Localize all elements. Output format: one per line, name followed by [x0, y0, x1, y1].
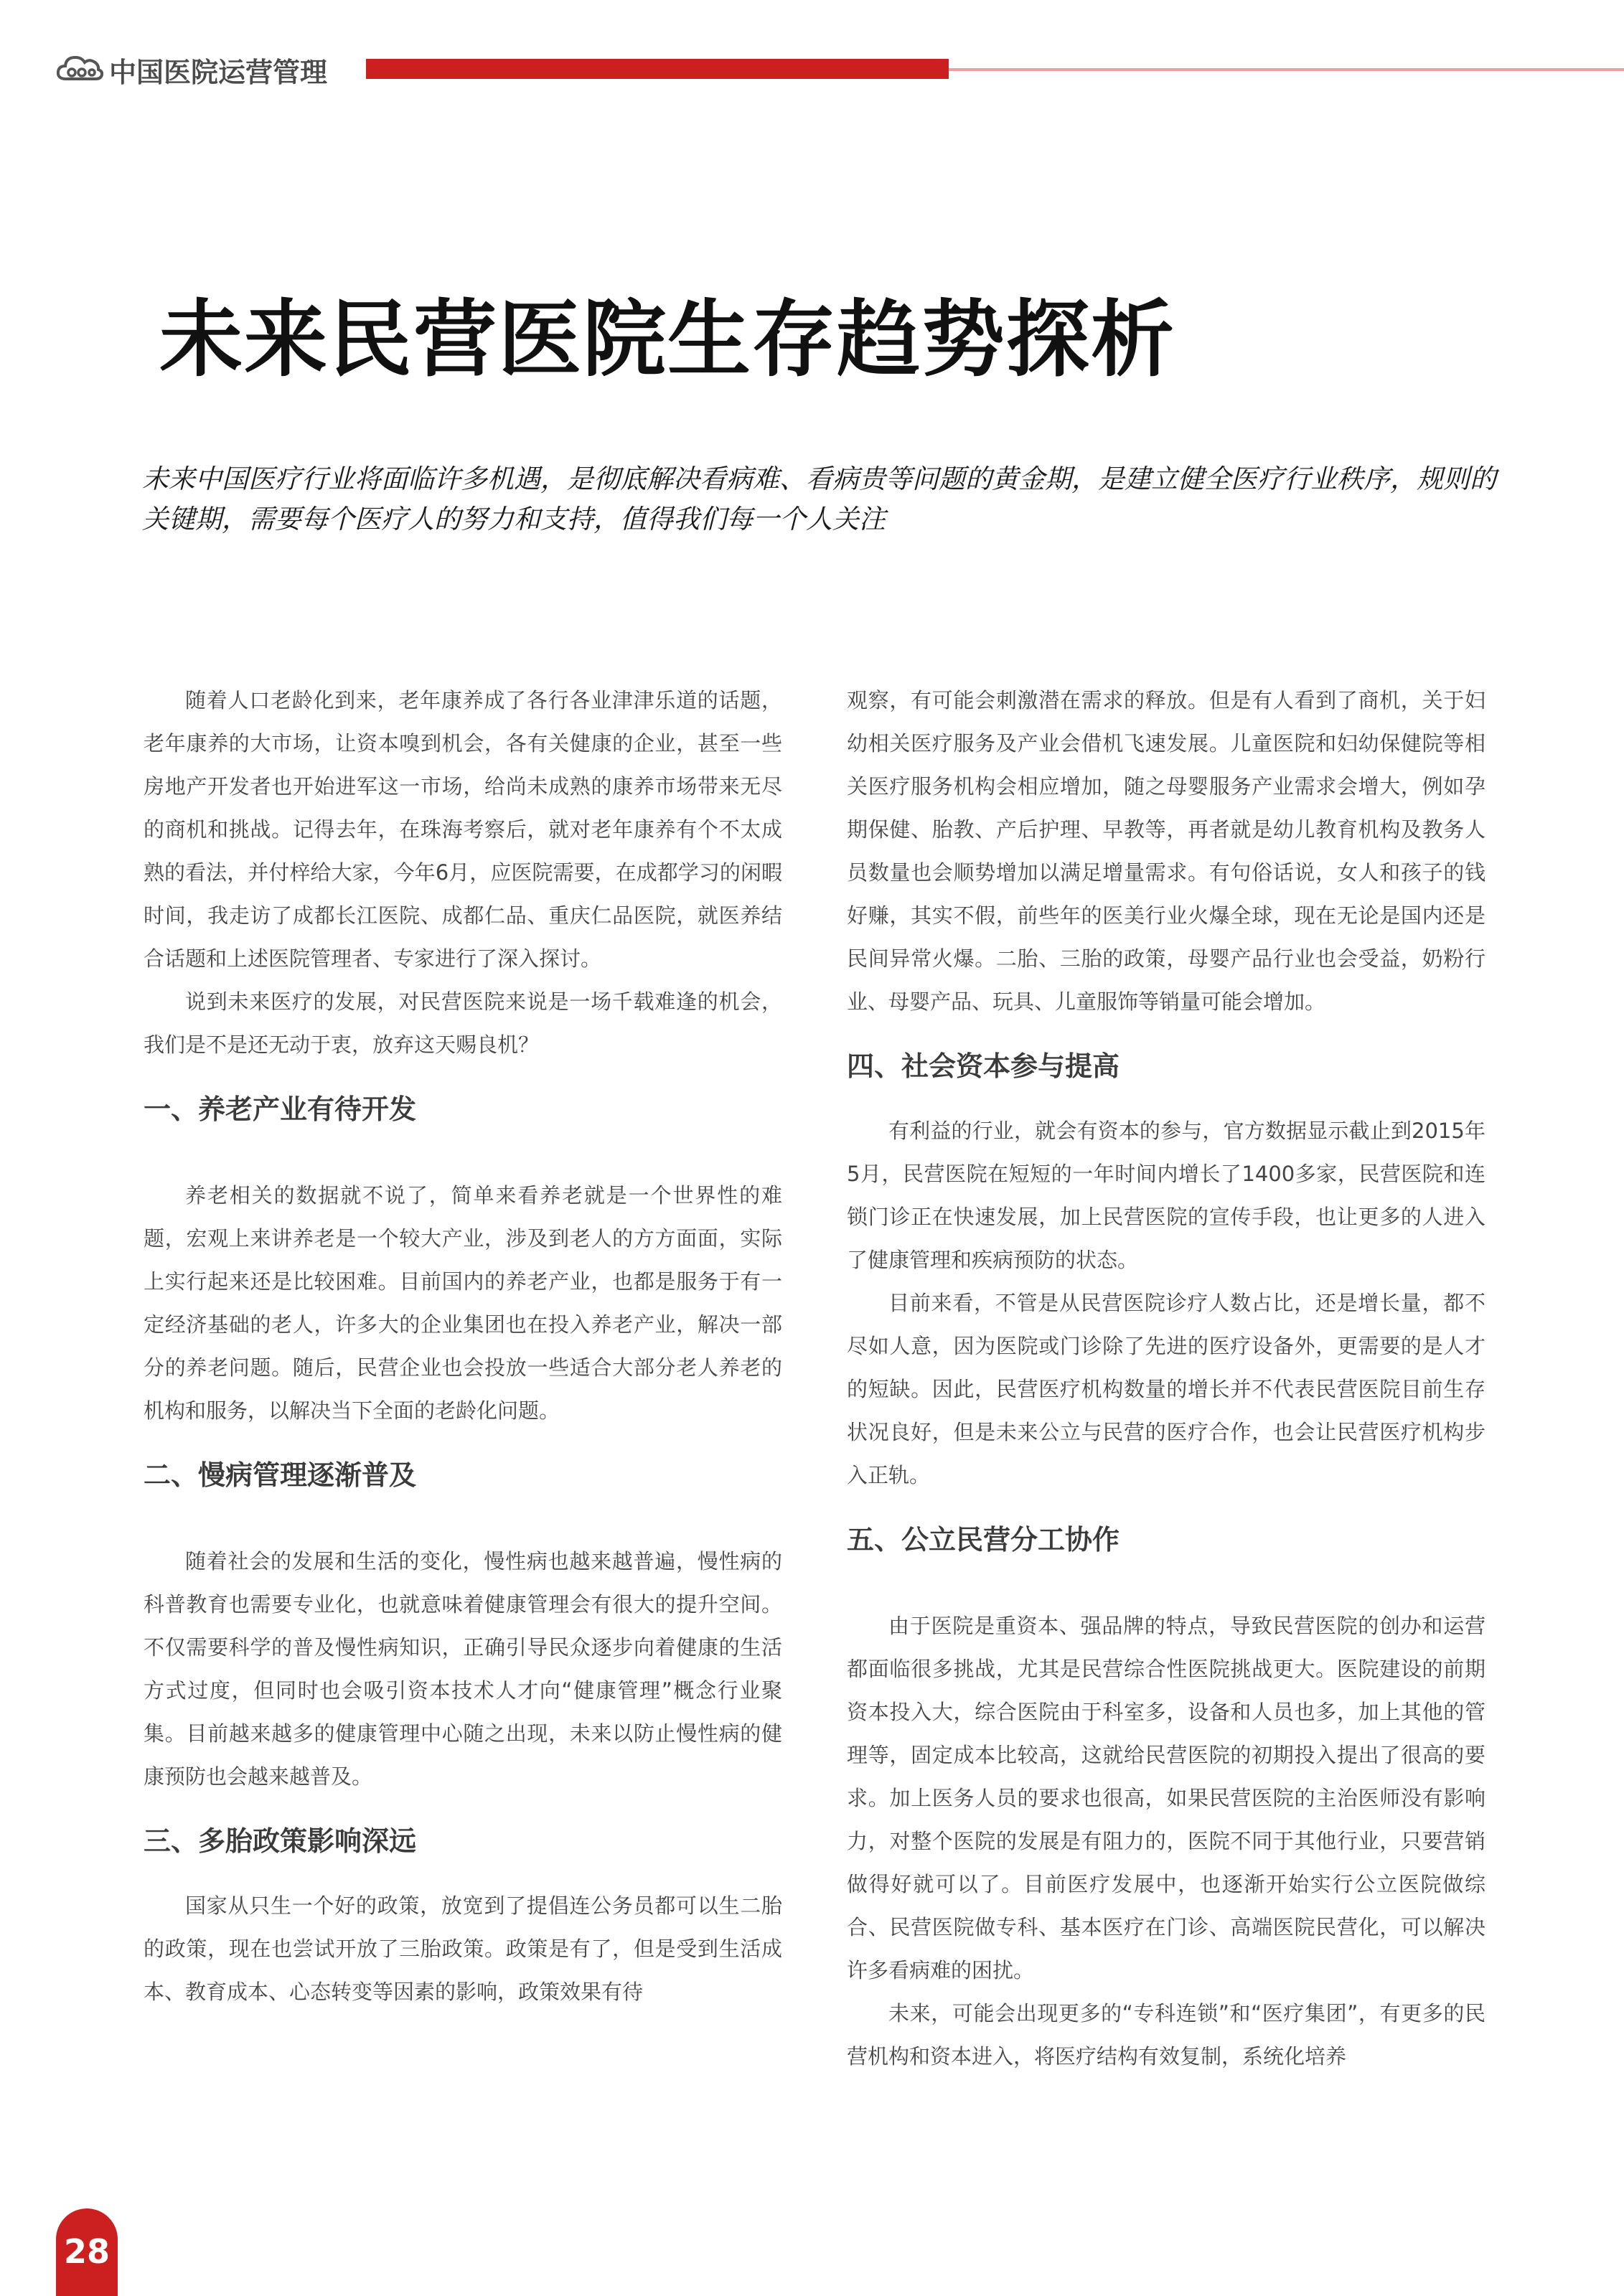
article-title: 未来民营医院生存趋势探析	[159, 291, 1175, 388]
paragraph: 随着人口老龄化到来，老年康养成了各行各业津津乐道的话题，老年康养的大市场，让资本嗅到机会，各有关健康的企业，甚至一些房地产开发者也开始进军这一市场，给尚未成熟的康养市场带来无尽的商机和挑战。记得去年，在珠海考察后，就对老年康养有个不太成熟的看法，并付梓给大家，今年6月，应医院需要，在成都学习的闲暇时间，我走访了成都长江医院、成都仁品、重庆仁品医院，就医养结合话题和上述医院管理者、专家进行了深入探讨。	[144, 688, 782, 971]
section-heading: 二、慢病管理逐渐普及	[144, 1459, 417, 1491]
cloud-logo-icon	[56, 52, 103, 83]
section-heading: 四、社会资本参与提高	[847, 1050, 1120, 1082]
magazine-title: 中国医院运营管理	[109, 57, 328, 88]
article-lead: 未来中国医疗行业将面临许多机遇，是彻底解决看病难、看病贵等问题的黄金期，是建立健全医疗行业秩序，规则的关键期，需要每个医疗人的努力和支持，值得我们每一个人关注	[142, 464, 1496, 535]
page-number: 28	[56, 2208, 118, 2296]
paragraph: 有利益的行业，就会有资本的参与，官方数据显示截止到2015年5月，民营医院在短短的一年时间内增长了1400多家，民营医院和连锁门诊正在快速发展，加上民营医院的宣传手段，也让更多的人进入了健康管理和疾病预防的状态。	[847, 1119, 1485, 1272]
paragraph: 目前来看，不管是从民营医院诊疗人数占比，还是增长量，都不尽如人意，因为医院或门诊除了先进的医疗设备外，更需要的是人才的短缺。因此，民营医疗机构数量的增长并不代表民营医院目前生存状况良好，但是未来公立与民营的医疗合作，也会让民营医疗机构步入正轨。	[847, 1291, 1485, 1487]
section-heading: 三、多胎政策影响深远	[144, 1825, 417, 1857]
header-accent-bar	[366, 59, 949, 79]
paragraph: 观察，有可能会刺激潜在需求的释放。但是有人看到了商机，关于妇幼相关医疗服务及产业会借机飞速发展。儿童医院和妇幼保健院等相关医疗服务机构会相应增加，随之母婴服务产业需求会增大，例如孕期保健、胎教、产后护理、早教等，再者就是幼儿教育机构及教务人员数量也会顺势增加以满足增量需求。有句俗话说，女人和孩子的钱好赚，其实不假，前些年的医美行业火爆全球，现在无论是国内还是民间异常火爆。二胎、三胎的政策，母婴产品行业也会受益，奶粉行业、母婴产品、玩具、儿童服饰等销量可能会增加。	[847, 688, 1485, 1014]
section-heading: 五、公立民营分工协作	[847, 1524, 1120, 1556]
paragraph: 随着社会的发展和生活的变化，慢性病也越来越普遍，慢性病的科普教育也需要专业化，也就意味着健康管理会有很大的提升空间。不仅需要科学的普及慢性病知识，正确引导民众逐步向着健康的生活方式过度，但同时也会吸引资本技术人才向“健康管理”概念行业聚集。目前越来越多的健康管理中心随之出现，未来以防止慢性病的健康预防也会越来越普及。	[144, 1549, 782, 1789]
paragraph: 未来，可能会出现更多的“专科连锁”和“医疗集团”，有更多的民营机构和资本进入，将医疗结构有效复制，系统化培养	[847, 2001, 1485, 2069]
paragraph: 国家从只生一个好的政策，放宽到了提倡连公务员都可以生二胎的政策，现在也尝试开放了三胎政策。政策是有了，但是受到生活成本、教育成本、心态转变等因素的影响，政策效果有待	[144, 1893, 782, 2004]
paragraph: 说到未来医疗的发展，对民营医院来说是一场千载难逢的机会，我们是不是还无动于衷，放弃这天赐良机？	[144, 989, 782, 1057]
paragraph: 养老相关的数据就不说了，简单来看养老就是一个世界性的难题，宏观上来讲养老是一个较大产业，涉及到老人的方方面面，实际上实行起来还是比较困难。目前国内的养老产业，也都是服务于有一定经济基础的老人，许多大的企业集团也在投入养老产业，解决一部分的养老问题。随后，民营企业也会投放一些适合大部分老人养老的机构和服务，以解决当下全面的老龄化问题。	[144, 1183, 782, 1423]
header-accent-line	[949, 68, 1624, 71]
paragraph: 由于医院是重资本、强品牌的特点，导致民营医院的创办和运营都面临很多挑战，尤其是民营综合性医院挑战更大。医院建设的前期资本投入大，综合医院由于科室多，设备和人员也多，加上其他的管理等，固定成本比较高，这就给民营医院的初期投入提出了很高的要求。加上医务人员的要求也很高，如果民营医院的主治医师没有影响力，对整个医院的发展是有阻力的，医院不同于其他行业，只要营销做得好就可以了。目前医疗发展中，也逐渐开始实行公立医院做综合、民营医院做专科、基本医疗在门诊、高端医院民营化，可以解决许多看病难的困扰。	[847, 1614, 1485, 1982]
right-column	[847, 679, 1485, 2078]
section-heading: 一、养老产业有待开发	[144, 1093, 417, 1125]
left-column	[144, 679, 782, 2013]
